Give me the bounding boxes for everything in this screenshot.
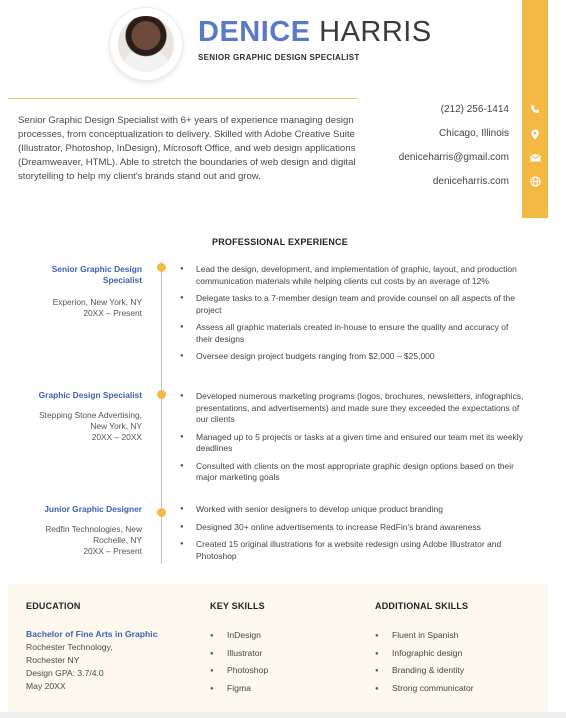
job-bullet: ● Oversee design project budgets ranging from $2,000 – $25,000 [180,351,525,363]
skill-item: ● InDesign [210,630,268,648]
job-company: Redfin Technologies, New Rochelle, NY [45,524,142,545]
job-bullet: ● Created 15 original illustrations for a website redesign using Adobe Illustrator and Photoshop [180,539,525,562]
job-bullet: ● Managed up to 5 projects or tasks at a given time and ensured our team met its weekly deadlines [180,432,525,455]
job-bullets [180,504,525,568]
job-bullets [180,391,525,490]
timeline-dot [157,390,166,399]
job-bullet: ● Assess all graphic materials created in-house to ensure the quality and accuracy of their designs [180,322,525,345]
globe-icon [522,172,548,190]
job-title: Graphic Design Specialist [38,390,142,400]
education-heading: EDUCATION [26,601,81,611]
phone-icon [522,100,548,118]
candidate-name [198,16,432,49]
contact-icon-bar [522,0,548,218]
education-location: Rochester NY [26,655,80,665]
job-bullet: ● Delegate tasks to a 7-member design team and provide counsel on all aspects of the project [180,293,525,316]
header-divider [8,98,357,99]
professional-summary: Senior Graphic Design Specialist with 6+ years of experience managing design processes, from conceptualization to delivery. Skilled with Adobe Creative Suite (Illustrator, Photoshop, InDesign), Microsoft Office, and web design applications (Dreamweaver, HTML). Able to stretch the boundaries of web design and digital storytelling to help my client's brands stand out and grow. [18,115,356,182]
job-headline: SENIOR GRAPHIC DESIGN SPECIALIST [198,53,360,62]
profile-photo [118,16,174,72]
additional-skills-heading: ADDITIONAL SKILLS [375,601,469,611]
skill-item: ● Infographic design [375,648,474,666]
contact-email: deniceharris@gmail.com [398,152,509,163]
job-bullet: ● Designed 30+ online advertisements to increase RedFin's brand awareness [180,522,525,534]
page-bottom-edge [0,712,566,718]
job-dates: 20XX – Present [83,308,142,318]
job-bullets [180,264,525,369]
experience-heading: PROFESSIONAL EXPERIENCE [212,237,348,247]
skill-item: ● Strong communicator [375,683,474,701]
job-company: Stepping Stone Advertising, New York, NY [39,410,142,431]
job-bullet: ● Consulted with clients on the most appropriate graphic design options based on their major marketing goals [180,461,525,484]
job-company: Experion, New York, NY [52,297,142,307]
job-title: Junior Graphic Designer [44,504,142,514]
skill-item: ● Branding & identity [375,665,474,683]
job-dates: 20XX – 20XX [91,432,142,442]
skill-item: ● Fluent in Spanish [375,630,474,648]
location-pin-icon [522,125,548,143]
job-bullet: ● Developed numerous marketing programs (logos, brochures, newsletters, infographics, presentations, and advertisements) and made sure they exceeded the expectations of our clients [180,391,525,426]
timeline-line [161,262,162,564]
education-gpa: Design GPA: 3.7/4.0 [26,668,104,678]
contact-phone: (212) 256-1414 [440,104,509,115]
education-degree: Bachelor of Fine Arts in Graphic [26,629,158,639]
skill-item: ● Figma [210,683,268,701]
contact-location: Chicago, Illinois [438,128,509,139]
profile-photo-frame [110,8,182,80]
contact-icon-strip [522,0,548,584]
first-name: DENICE [198,16,311,48]
key-skills-heading: KEY SKILLS [210,601,265,611]
mail-icon [522,149,548,167]
additional-skills-list [375,630,474,700]
job-title: Senior Graphic Design Specialist [51,264,142,285]
education-school: Rochester Technology, [26,642,113,652]
job-bullet: ● Worked with senior designers to develop unique product branding [180,504,525,516]
timeline-dot [157,263,166,272]
timeline-dot [157,508,166,517]
job-dates: 20XX – Present [83,546,142,556]
skill-item: ● Illustrator [210,648,268,666]
key-skills-list [210,630,268,700]
last-name: HARRIS [319,16,432,48]
job-bullet: ● Lead the design, development, and implementation of graphic, layout, and production communication materials while helping clients cut costs by an average of 12% [180,264,525,287]
contact-website: deniceharris.com [432,176,509,187]
skill-item: ● Photoshop [210,665,268,683]
education-date: May 20XX [26,681,66,691]
